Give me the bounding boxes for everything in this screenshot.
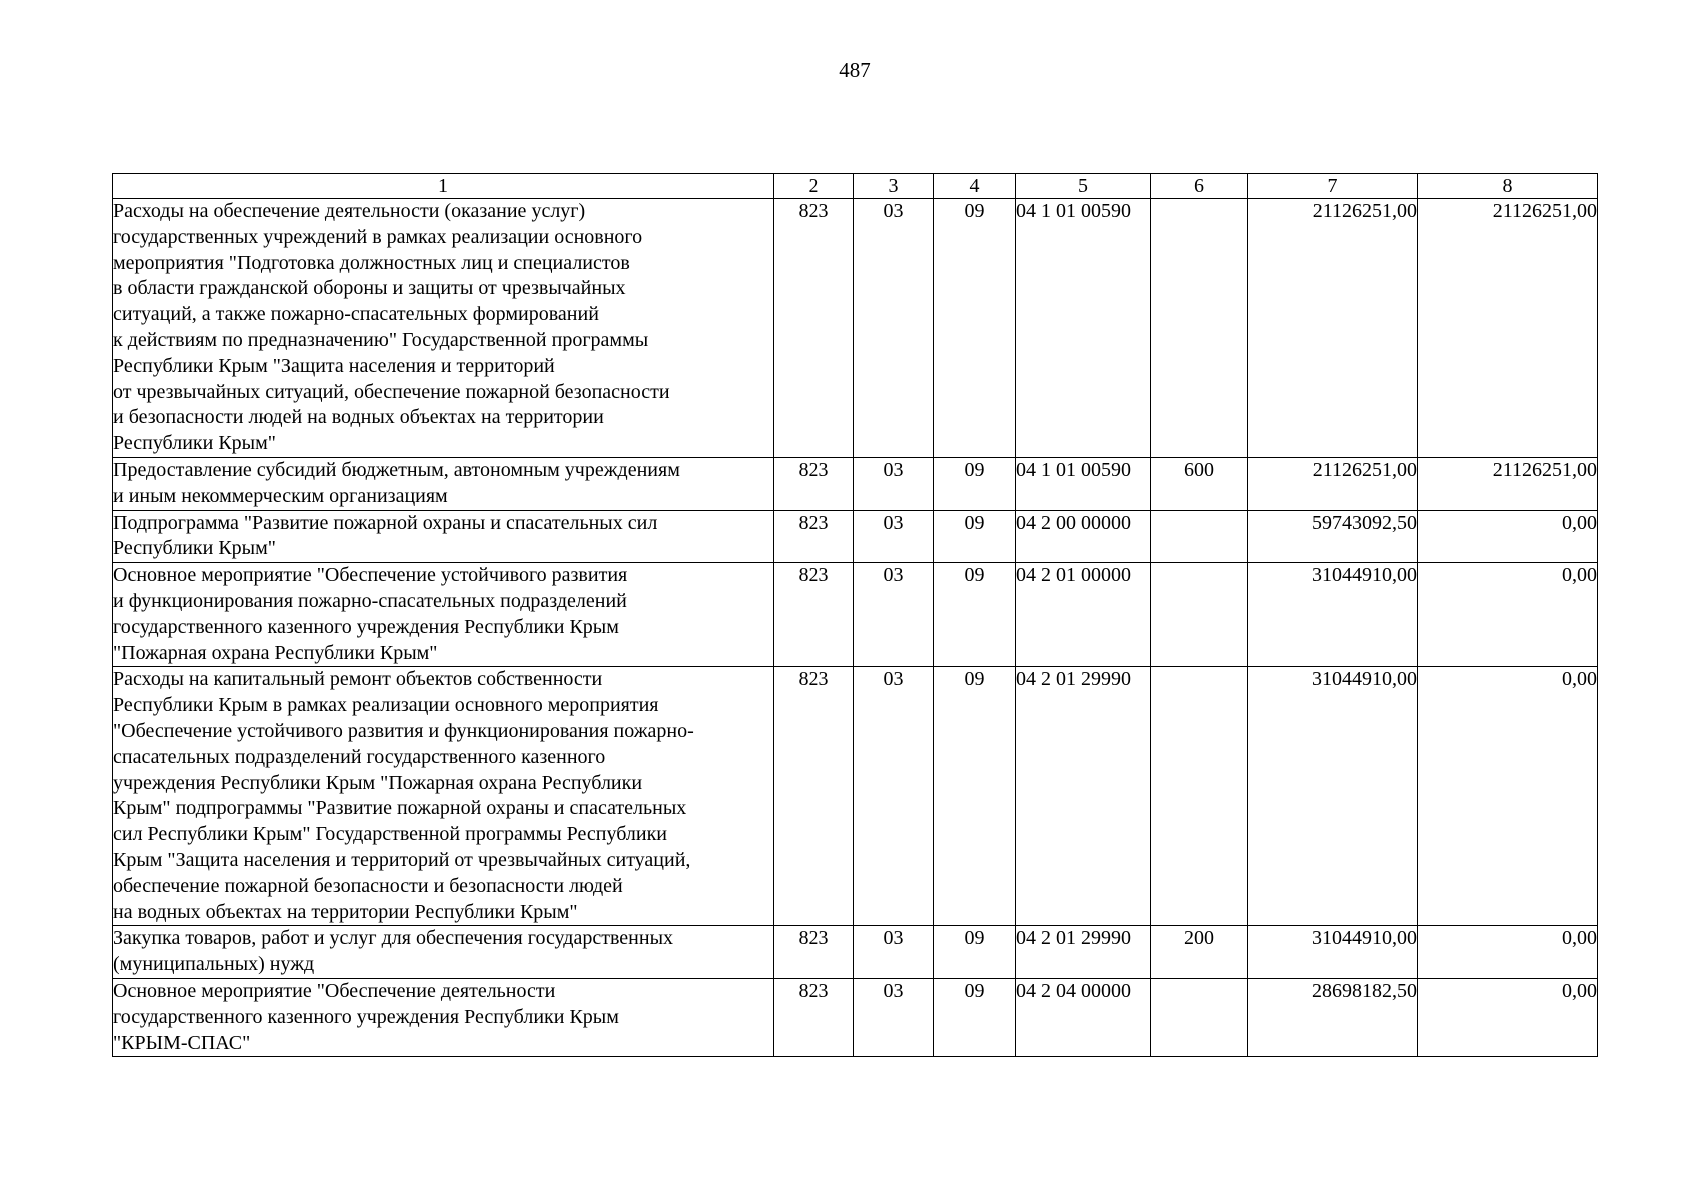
amount-col7-cell: 28698182,50	[1248, 978, 1418, 1056]
amount-col8-cell: 0,00	[1418, 563, 1598, 667]
description-cell: Подпрограмма "Развитие пожарной охраны и спасательных сил Республики Крым"	[113, 510, 774, 563]
description-cell: Основное мероприятие "Обеспечение устойчивого развития и функционирования пожарно-спасательных подразделений государственного казенного учреждения Республики Крым "Пожарная охрана Республики Крым"	[113, 563, 774, 667]
section-code-cell: 03	[854, 199, 934, 458]
subsection-code-cell: 09	[934, 978, 1016, 1056]
target-article-cell: 04 1 01 00590	[1016, 457, 1151, 510]
description-cell: Расходы на капитальный ремонт объектов собственности Республики Крым в рамках реализации основного мероприятия "Обеспечение устойчивого развития и функционирования пожарно- спасательных подразделений государственного казенного учреждения Республики Крым "Пожарная охрана Республики Крым" подпрограммы "Развитие пожарной охраны и спасательных сил Республики Крым" Государственной программы Республики Крым "Защита населения и территорий от чрезвычайных ситуаций, обеспечение пожарной безопасности и безопасности людей на водных объектах на территории Республики Крым"	[113, 667, 774, 926]
expense-type-cell: 200	[1151, 926, 1248, 979]
target-article-cell: 04 2 01 00000	[1016, 563, 1151, 667]
description-cell: Предоставление субсидий бюджетным, автономным учреждениям и иным некоммерческим организациям	[113, 457, 774, 510]
target-article-cell: 04 1 01 00590	[1016, 199, 1151, 458]
table-row	[113, 667, 1598, 926]
table-row	[113, 199, 1598, 458]
amount-col8-cell: 0,00	[1418, 667, 1598, 926]
table-row	[113, 978, 1598, 1056]
target-article-cell: 04 2 04 00000	[1016, 978, 1151, 1056]
amount-col7-cell: 21126251,00	[1248, 457, 1418, 510]
ministry-code-cell: 823	[774, 926, 854, 979]
header-cell: 3	[854, 174, 934, 199]
header-cell: 2	[774, 174, 854, 199]
description-cell: Расходы на обеспечение деятельности (оказание услуг) государственных учреждений в рамках реализации основного мероприятия "Подготовка должностных лиц и специалистов в области гражданской обороны и защиты от чрезвычайных ситуаций, а также пожарно-спасательных формирований к действиям по предназначению" Государственной программы Республики Крым "Защита населения и территорий от чрезвычайных ситуаций, обеспечение пожарной безопасности и безопасности людей на водных объектах на территории Республики Крым"	[113, 199, 774, 458]
ministry-code-cell: 823	[774, 457, 854, 510]
section-code-cell: 03	[854, 667, 934, 926]
table-row	[113, 457, 1598, 510]
expense-type-cell	[1151, 563, 1248, 667]
target-article-cell: 04 2 00 00000	[1016, 510, 1151, 563]
subsection-code-cell: 09	[934, 510, 1016, 563]
table-row	[113, 563, 1598, 667]
ministry-code-cell: 823	[774, 510, 854, 563]
amount-col8-cell: 0,00	[1418, 510, 1598, 563]
budget-table	[112, 173, 1598, 1057]
page-number: 487	[839, 58, 871, 82]
section-code-cell: 03	[854, 926, 934, 979]
header-cell: 6	[1151, 174, 1248, 199]
section-code-cell: 03	[854, 978, 934, 1056]
header-cell: 4	[934, 174, 1016, 199]
expense-type-cell	[1151, 978, 1248, 1056]
target-article-cell: 04 2 01 29990	[1016, 667, 1151, 926]
description-cell: Основное мероприятие "Обеспечение деятельности государственного казенного учреждения Республики Крым "КРЫМ-СПАС"	[113, 978, 774, 1056]
subsection-code-cell: 09	[934, 563, 1016, 667]
ministry-code-cell: 823	[774, 667, 854, 926]
expense-type-cell	[1151, 510, 1248, 563]
amount-col7-cell: 31044910,00	[1248, 667, 1418, 926]
section-code-cell: 03	[854, 457, 934, 510]
amount-col8-cell: 21126251,00	[1418, 199, 1598, 458]
target-article-cell: 04 2 01 29990	[1016, 926, 1151, 979]
amount-col7-cell: 59743092,50	[1248, 510, 1418, 563]
subsection-code-cell: 09	[934, 457, 1016, 510]
section-code-cell: 03	[854, 510, 934, 563]
ministry-code-cell: 823	[774, 978, 854, 1056]
header-cell: 8	[1418, 174, 1598, 199]
header-cell: 7	[1248, 174, 1418, 199]
amount-col7-cell: 21126251,00	[1248, 199, 1418, 458]
header-cell: 5	[1016, 174, 1151, 199]
description-cell: Закупка товаров, работ и услуг для обеспечения государственных (муниципальных) нужд	[113, 926, 774, 979]
amount-col7-cell: 31044910,00	[1248, 563, 1418, 667]
table-row	[113, 510, 1598, 563]
expense-type-cell	[1151, 199, 1248, 458]
table-header-row	[113, 174, 1598, 199]
section-code-cell: 03	[854, 563, 934, 667]
ministry-code-cell: 823	[774, 563, 854, 667]
subsection-code-cell: 09	[934, 667, 1016, 926]
table-row	[113, 926, 1598, 979]
amount-col8-cell: 0,00	[1418, 926, 1598, 979]
amount-col7-cell: 31044910,00	[1248, 926, 1418, 979]
subsection-code-cell: 09	[934, 199, 1016, 458]
amount-col8-cell: 0,00	[1418, 978, 1598, 1056]
subsection-code-cell: 09	[934, 926, 1016, 979]
expense-type-cell	[1151, 667, 1248, 926]
header-cell: 1	[113, 174, 774, 199]
ministry-code-cell: 823	[774, 199, 854, 458]
expense-type-cell: 600	[1151, 457, 1248, 510]
amount-col8-cell: 21126251,00	[1418, 457, 1598, 510]
